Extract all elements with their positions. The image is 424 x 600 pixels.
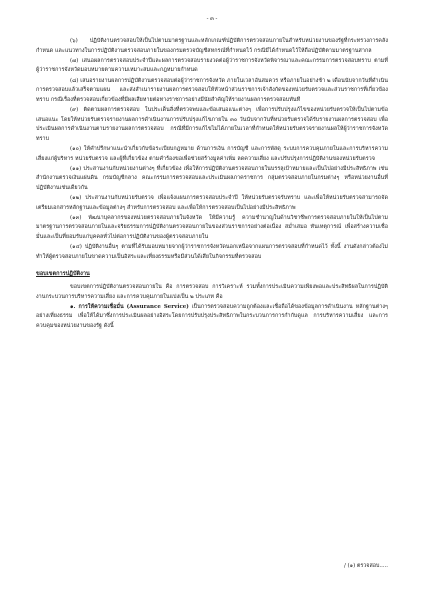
paragraph-duty-11: (๑๑) ประสานงานกับหน่วยงานต่างๆ ที่เกี่ยวข้อง เพื่อให้การปฏิบัติงานตรวจสอบภายในบรรลุเป้าหมายและเป็นไปอย่างมีประสิทธิภาพ เช่น สำนักงานตรวจเงินแผ่นดิน กรมบัญชีกลาง คณะกรรมการตรวจสอบและประเมินผลภาคราชการ กลุ่มตรวจสอบภายในกรมต่างๆ หรือหน่วยงานอื่นที่ปฏิบัติงานเช่นเดียวกัน (36, 165, 388, 191)
paragraph-duty-12: (๑๒) ประสานงานกับหน่วยรับตรวจ เพื่อแจ้งแผนการตรวจสอบประจำปี ให้หน่วยรับตรวจรับทราบ และเพื่อให้หน่วยรับตรวจสามารถจัดเตรียมเอกสารหลักฐานและข้อมูลต่างๆ สำหรับการตรวจสอบ และเพื่อให้การตรวจสอบเป็นไปอย่างมีประสิทธิภาพ (36, 195, 388, 211)
page-number: - ๓ - (206, 16, 218, 22)
paragraph-duty-10: (๑๐) ให้คำปรึกษาแนะนำเกี่ยวกับข้อระเบียบกฎหมาย ด้านการเงิน การบัญชี และการพัสดุ ระบบการควบคุมภายในและการบริหารความเสี่ยงแก่ผู้บริหาร หน่วยรับตรวจ และผู้ที่เกี่ยวข้อง ตามคำร้องขอเพื่อช่วยสร้างมูลค่าเพิ่ม ลดความเสี่ยง และปรับปรุงการปฏิบัติงานของหน่วยรับตรวจ (36, 145, 388, 162)
paragraph-duty-8: (๘) เสนอรายงานผลการปฏิบัติงานตรวจสอบต่อผู้ว่าราชการจังหวัด ภายในเวลาอันสมควร หรือภายในอย่างช้า ๒ เดือนนับจากวันที่ดำเนินการตรวจสอบแล้วเสร็จตามแผน และส่งสำเนารายงานผลการตรวจสอบให้หัวหน้าส่วนราชการเจ้าสังกัดของหน่วยรับตรวจและส่วนราชการที่เกี่ยวข้องทราบ กรณีเรื่องที่ตรวจสอบเกี่ยวข้องที่มีผลเสียหายต่อทางราชการอย่างมีนัยสำคัญให้รายงานผลการตรวจสอบทันที (36, 77, 388, 103)
item1-paragraph (36, 303, 388, 332)
paragraph-duty-13: (๑๓) พัฒนาบุคลากรของหน่วยตรวจสอบภายในจังหวัด ให้มีความรู้ ความชำนาญในด้านวิชาชีพการตรวจสอบภายในให้เป็นไปตามมาตรฐานการตรวจสอบภายในและจริยธรรมการปฏิบัติงานตรวจสอบภายในของส่วนราชการอย่างต่อเนื่อง สม่ำเสมอ ทันเหตุการณ์ เพื่อสร้างความเชื่อมั่นและเป็นที่ยอมรับแก่บุคคลทั่วไปต่อการปฏิบัติงานของผู้ตรวจสอบภายใน (36, 214, 388, 241)
item1-body: เป็นการตรวจสอบความถูกต้องและเชื่อถือได้ของข้อมูลการดำเนินงาน หลักฐานต่างๆ อย่างเที่ยงธรรม เพื่อให้ได้มาซึ่งการประเมินผลอย่างอิสระโดยการปรับปรุงประสิทธิภาพในกระบวนการการกำกับดูแล การบริหารความเสี่ยง และการควบคุมของหน่วยงานของรัฐ ดังนี้ (36, 303, 388, 329)
continuation-note: / (๑) ตรวจสอบ..... (344, 563, 388, 569)
paragraph-duty-9: (๙) ติดตามผลการตรวจสอบ ในประเด็นสิ่งที่ตรวจพบและข้อเสนอแนะต่างๆ เพื่อการปรับปรุงแก้ไขของหน่วยรับตรวจให้เป็นไปตามข้อเสนอแนะ โดยให้หน่วยรับตรวจรายงานผลการดำเนินงานการปรับปรุงแก้ไขภายใน ๓๐ วันนับจากวันที่หน่วยรับตรวจได้รับรายงานผลการตรวจสอบ เพื่อประเมินผลการดำเนินงานตามรายงานผลการตรวจสอบ กรณีที่มีการแก้ไขไม่ได้ภายในเวลาที่กำหนดให้หน่วยรับตรวจรายงานผลให้ผู้ว่าราชการจังหวัดทราบ (36, 106, 388, 142)
section-intro: ขอบเขตการปฏิบัติงานตรวจสอบภายใน คือ การตรวจสอบ การวิเคราะห์ รวมทั้งการประเมินความเพียงพอและประสิทธิผลในการปฏิบัติงานกระบวนการบริหารความเสี่ยง และการควบคุมภายในแบ่งเป็น ๒ ประเภท คือ (36, 284, 388, 300)
section-title: ขอบเขตการปฏิบัติงาน (36, 271, 90, 278)
paragraph-duty-14: (๑๔) ปฏิบัติงานอื่นๆ ตามที่ได้รับมอบหมายจากผู้ว่าราชการจังหวัดนอกเหนือจากแผนการตรวจสอบที่กำหนดไว้ ทั้งนี้ งานดังกล่าวต้องไม่ทำให้ผู้ตรวจสอบภายในขาดความเป็นอิสระและเที่ยงธรรมหรือมีส่วนได้เสียในกิจกรรมที่ตรวจสอบ (36, 244, 388, 260)
item1-heading: ๑. การให้ความเชื่อมั่น (70, 303, 124, 310)
paragraph-duty-6: (๖) ปฏิบัติงานตรวจสอบให้เป็นไปตามมาตรฐานและหลักเกณฑ์ปฏิบัติการตรวจสอบภายในสำหรับหน่วยงานของรัฐที่กระทรวงการคลังกำหนด และแนวทางในการปฏิบัติงานตรวจสอบภายในของกรมตรวจบัญชีสหกรณ์ที่กำหนดไว้ กรณีมีได้กำหนดไว้ให้ถือปฏิบัติตามมาตรฐานสากล (36, 38, 388, 54)
paragraph-duty-7: (๗) เสนอผลการตรวจสอบประจำปีและผลการตรวจสอบรายงวดต่อผู้ว่าราชการจังหวัดพิจารณาและคณะกรรมการตรวจสอบทราบ ตามที่ผู้ว่าราชการจังหวัดมอบหมายตามความเหมาะสมและกฎหมายกำหนด (36, 57, 388, 74)
item1-english: (Assurance Service) (126, 303, 189, 310)
